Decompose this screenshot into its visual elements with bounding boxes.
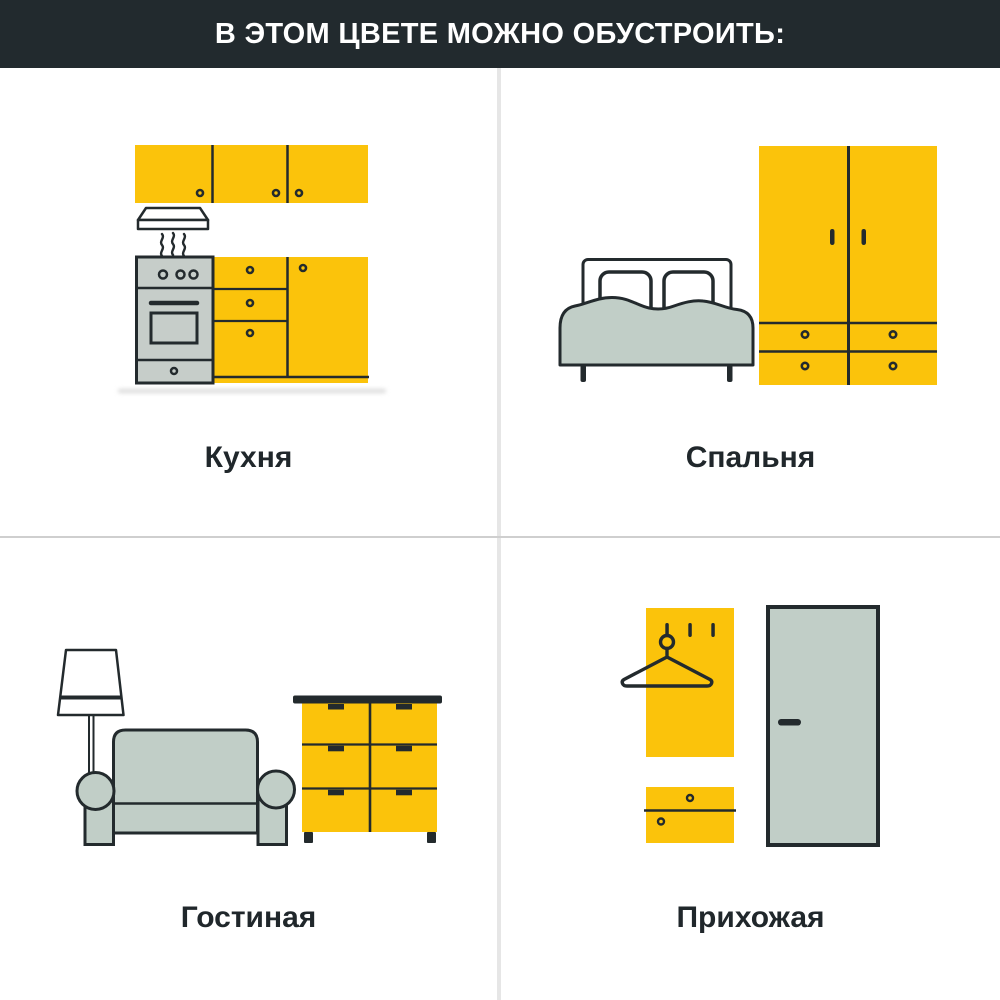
door-icon	[768, 607, 878, 845]
stove-icon	[137, 257, 214, 383]
hallway-illustration	[610, 600, 890, 855]
room-label-kitchen: Кухня	[204, 441, 293, 474]
bedroom-illustration	[540, 140, 960, 390]
upper-cabinets-icon	[135, 145, 368, 203]
kitchen-illustration	[110, 140, 400, 402]
room-card-hallway	[501, 538, 1000, 1000]
coat-rack-icon	[622, 608, 734, 757]
room-card-kitchen	[0, 68, 497, 536]
steam-icon	[161, 233, 185, 256]
room-label-hallway: Прихожая	[676, 901, 825, 934]
room-card-bedroom	[501, 68, 1000, 536]
bed-icon	[560, 260, 753, 383]
dresser-icon	[293, 696, 442, 844]
page-title: В ЭТОМ ЦВЕТЕ МОЖНО ОБУСТРОИТЬ:	[214, 17, 786, 50]
header-banner	[0, 0, 1000, 68]
room-label-living-room: Гостиная	[180, 901, 317, 934]
shoe-cabinet-icon	[644, 787, 736, 843]
living-room-illustration	[50, 640, 450, 855]
cooker-hood-icon	[138, 208, 208, 229]
room-label-bedroom: Спальня	[685, 441, 816, 474]
wardrobe-icon	[759, 146, 937, 385]
room-card-living-room	[0, 538, 497, 1000]
floor-shadow	[118, 389, 386, 393]
base-cabinets-icon	[213, 257, 369, 383]
sofa-icon	[77, 730, 295, 845]
